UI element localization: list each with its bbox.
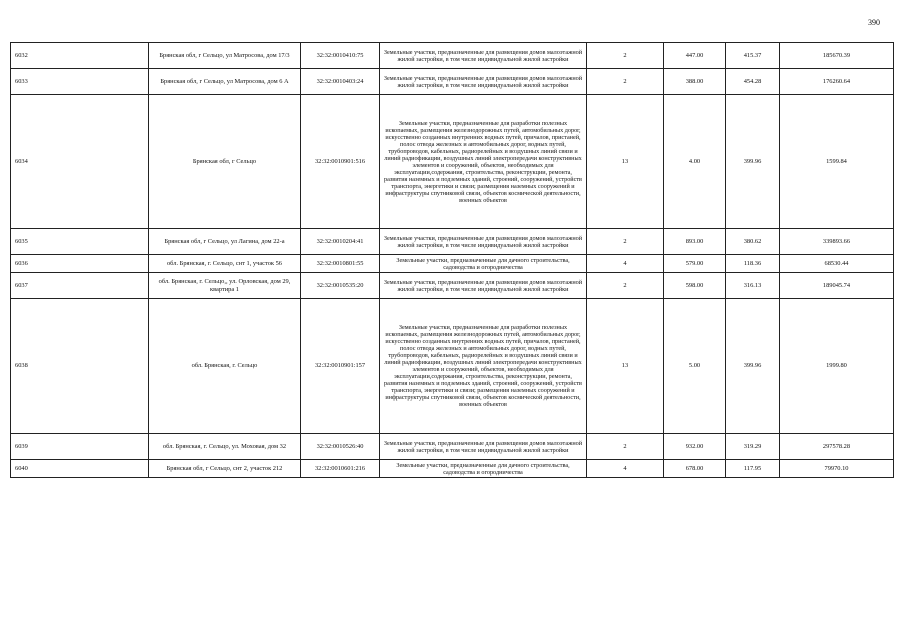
table-row: [11, 229, 894, 255]
cadastral-value-cell: 1999.80: [780, 299, 894, 434]
cadastral-number-cell: 32:32:0010403:24: [301, 69, 380, 95]
cadastral-number-cell: 32:32:0010535:20: [301, 273, 380, 299]
address-cell: Брянская обл, г Сельцо, ул Матросова, дом 6 А: [149, 69, 301, 95]
area-cell: 893.00: [664, 229, 726, 255]
row-number: 6034: [11, 95, 149, 229]
land-use-cell: Земельные участки, предназначенные для размещения домов малоэтажной жилой застройки, в том числе индивидуальной жилой застройки: [380, 273, 587, 299]
land-use-cell: Земельные участки, предназначенные для дачного строительства, садоводства и огородничества: [380, 255, 587, 273]
group-cell: 4: [587, 255, 664, 273]
area-cell: 4.00: [664, 95, 726, 229]
address-cell: обл. Брянская, г. Сельцо,, ул. Орловская, дом 29, квартира 1: [149, 273, 301, 299]
cadastral-value-cell: 1599.84: [780, 95, 894, 229]
address-cell: обл. Брянская, г. Сельцо, снт 1, участок 56: [149, 255, 301, 273]
group-cell: 2: [587, 273, 664, 299]
specific-value-cell: 117.95: [726, 460, 780, 478]
table-row: [11, 460, 894, 478]
table-row: [11, 43, 894, 69]
address-cell: обл. Брянская, г. Сельцо: [149, 299, 301, 434]
land-use-cell: Земельные участки, предназначенные для размещения домов малоэтажной жилой застройки, в том числе индивидуальной жилой застройки: [380, 434, 587, 460]
row-number: 6040: [11, 460, 149, 478]
specific-value-cell: 399.96: [726, 299, 780, 434]
row-number: 6036: [11, 255, 149, 273]
cadastral-number-cell: 32:32:0010410:75: [301, 43, 380, 69]
land-use-cell: Земельные участки, предназначенные для разработки полезных ископаемых, размещения железнодорожных путей, автомобильных дорог, искусственно созданных внутренних водных путей, причалов, пристаней, полос отвода железных и автомобильных дорог, водных путей, трубопроводов, кабельных, радиорелейных и воздушных линий связи и линий радиофикации, воздушных линий электропередачи конструктивных элементов и сооружений, объектов, необходимых для эксплуатации,содержания, строительства, реконструкции, ремонта, развития наземных и подземных зданий, строений, сооружений, устройств транспорта, энергетики и связи; размещения наземных сооружений и инфраструктуры спутниковой связи, объектов космической деятельности, военных объектов: [380, 299, 587, 434]
group-cell: 2: [587, 69, 664, 95]
specific-value-cell: 415.37: [726, 43, 780, 69]
group-cell: 13: [587, 299, 664, 434]
cadastral-number-cell: 32:32:0010601:216: [301, 460, 380, 478]
cadastral-value-table: [10, 42, 894, 478]
area-cell: 678.00: [664, 460, 726, 478]
area-cell: 579.00: [664, 255, 726, 273]
cadastral-value-cell: 189045.74: [780, 273, 894, 299]
row-number: 6039: [11, 434, 149, 460]
group-cell: 2: [587, 43, 664, 69]
specific-value-cell: 319.29: [726, 434, 780, 460]
address-cell: Брянская обл, г Сельцо: [149, 95, 301, 229]
specific-value-cell: 399.96: [726, 95, 780, 229]
cadastral-number-cell: 32:32:0010526:40: [301, 434, 380, 460]
specific-value-cell: 316.13: [726, 273, 780, 299]
table-row: [11, 299, 894, 434]
table-row: [11, 434, 894, 460]
area-cell: 5.00: [664, 299, 726, 434]
area-cell: 598.00: [664, 273, 726, 299]
cadastral-value-cell: 185670.39: [780, 43, 894, 69]
group-cell: 13: [587, 95, 664, 229]
row-number: 6038: [11, 299, 149, 434]
cadastral-number-cell: 32:32:0010204:41: [301, 229, 380, 255]
specific-value-cell: 380.62: [726, 229, 780, 255]
cadastral-number-cell: 32:32:0010901:157: [301, 299, 380, 434]
address-cell: Брянская обл, г Сельцо, ул Матросова, дом 17/3: [149, 43, 301, 69]
cadastral-value-cell: 79970.10: [780, 460, 894, 478]
row-number: 6032: [11, 43, 149, 69]
area-cell: 932.00: [664, 434, 726, 460]
cadastral-number-cell: 32:32:0010801:55: [301, 255, 380, 273]
land-use-cell: Земельные участки, предназначенные для размещения домов малоэтажной жилой застройки, в том числе индивидуальной жилой застройки: [380, 229, 587, 255]
specific-value-cell: 454.28: [726, 69, 780, 95]
address-cell: Брянская обл, г Сельцо, ул Лагина, дом 22-а: [149, 229, 301, 255]
land-use-cell: Земельные участки, предназначенные для разработки полезных ископаемых, размещения железнодорожных путей, автомобильных дорог, искусственно созданных внутренних водных путей, причалов, пристаней, полос отвода железных и автомобильных дорог, водных путей, трубопроводов, кабельных, радиорелейных и воздушных линий связи и линий радиофикации, воздушных линий электропередачи конструктивных элементов и сооружений, объектов, необходимых для эксплуатации,содержания, строительства, реконструкции, ремонта, развития наземных и подземных зданий, строений, сооружений, устройств транспорта, энергетики и связи; размещения наземных сооружений и инфраструктуры спутниковой связи, объектов космической деятельности, военных объектов: [380, 95, 587, 229]
land-use-cell: Земельные участки, предназначенные для размещения домов малоэтажной жилой застройки, в том числе индивидуальной жилой застройки: [380, 69, 587, 95]
table-row: [11, 273, 894, 299]
table-row: [11, 69, 894, 95]
cadastral-value-cell: 176260.64: [780, 69, 894, 95]
row-number: 6037: [11, 273, 149, 299]
cadastral-value-cell: 339893.66: [780, 229, 894, 255]
address-cell: обл. Брянская, г. Сельцо, ул. Моховая, дом 32: [149, 434, 301, 460]
land-use-cell: Земельные участки, предназначенные для дачного строительства, садоводства и огородничества: [380, 460, 587, 478]
table-row: [11, 255, 894, 273]
cadastral-number-cell: 32:32:0010901:516: [301, 95, 380, 229]
cadastral-value-cell: 297578.28: [780, 434, 894, 460]
table-row: [11, 95, 894, 229]
group-cell: 2: [587, 434, 664, 460]
group-cell: 2: [587, 229, 664, 255]
cadastral-value-cell: 68530.44: [780, 255, 894, 273]
land-use-cell: Земельные участки, предназначенные для размещения домов малоэтажной жилой застройки, в том числе индивидуальной жилой застройки: [380, 43, 587, 69]
row-number: 6035: [11, 229, 149, 255]
row-number: 6033: [11, 69, 149, 95]
area-cell: 388.00: [664, 69, 726, 95]
page-number: 390: [868, 18, 880, 27]
group-cell: 4: [587, 460, 664, 478]
address-cell: Брянская обл, г Сельцо, снт 2, участок 212: [149, 460, 301, 478]
specific-value-cell: 118.36: [726, 255, 780, 273]
area-cell: 447.00: [664, 43, 726, 69]
